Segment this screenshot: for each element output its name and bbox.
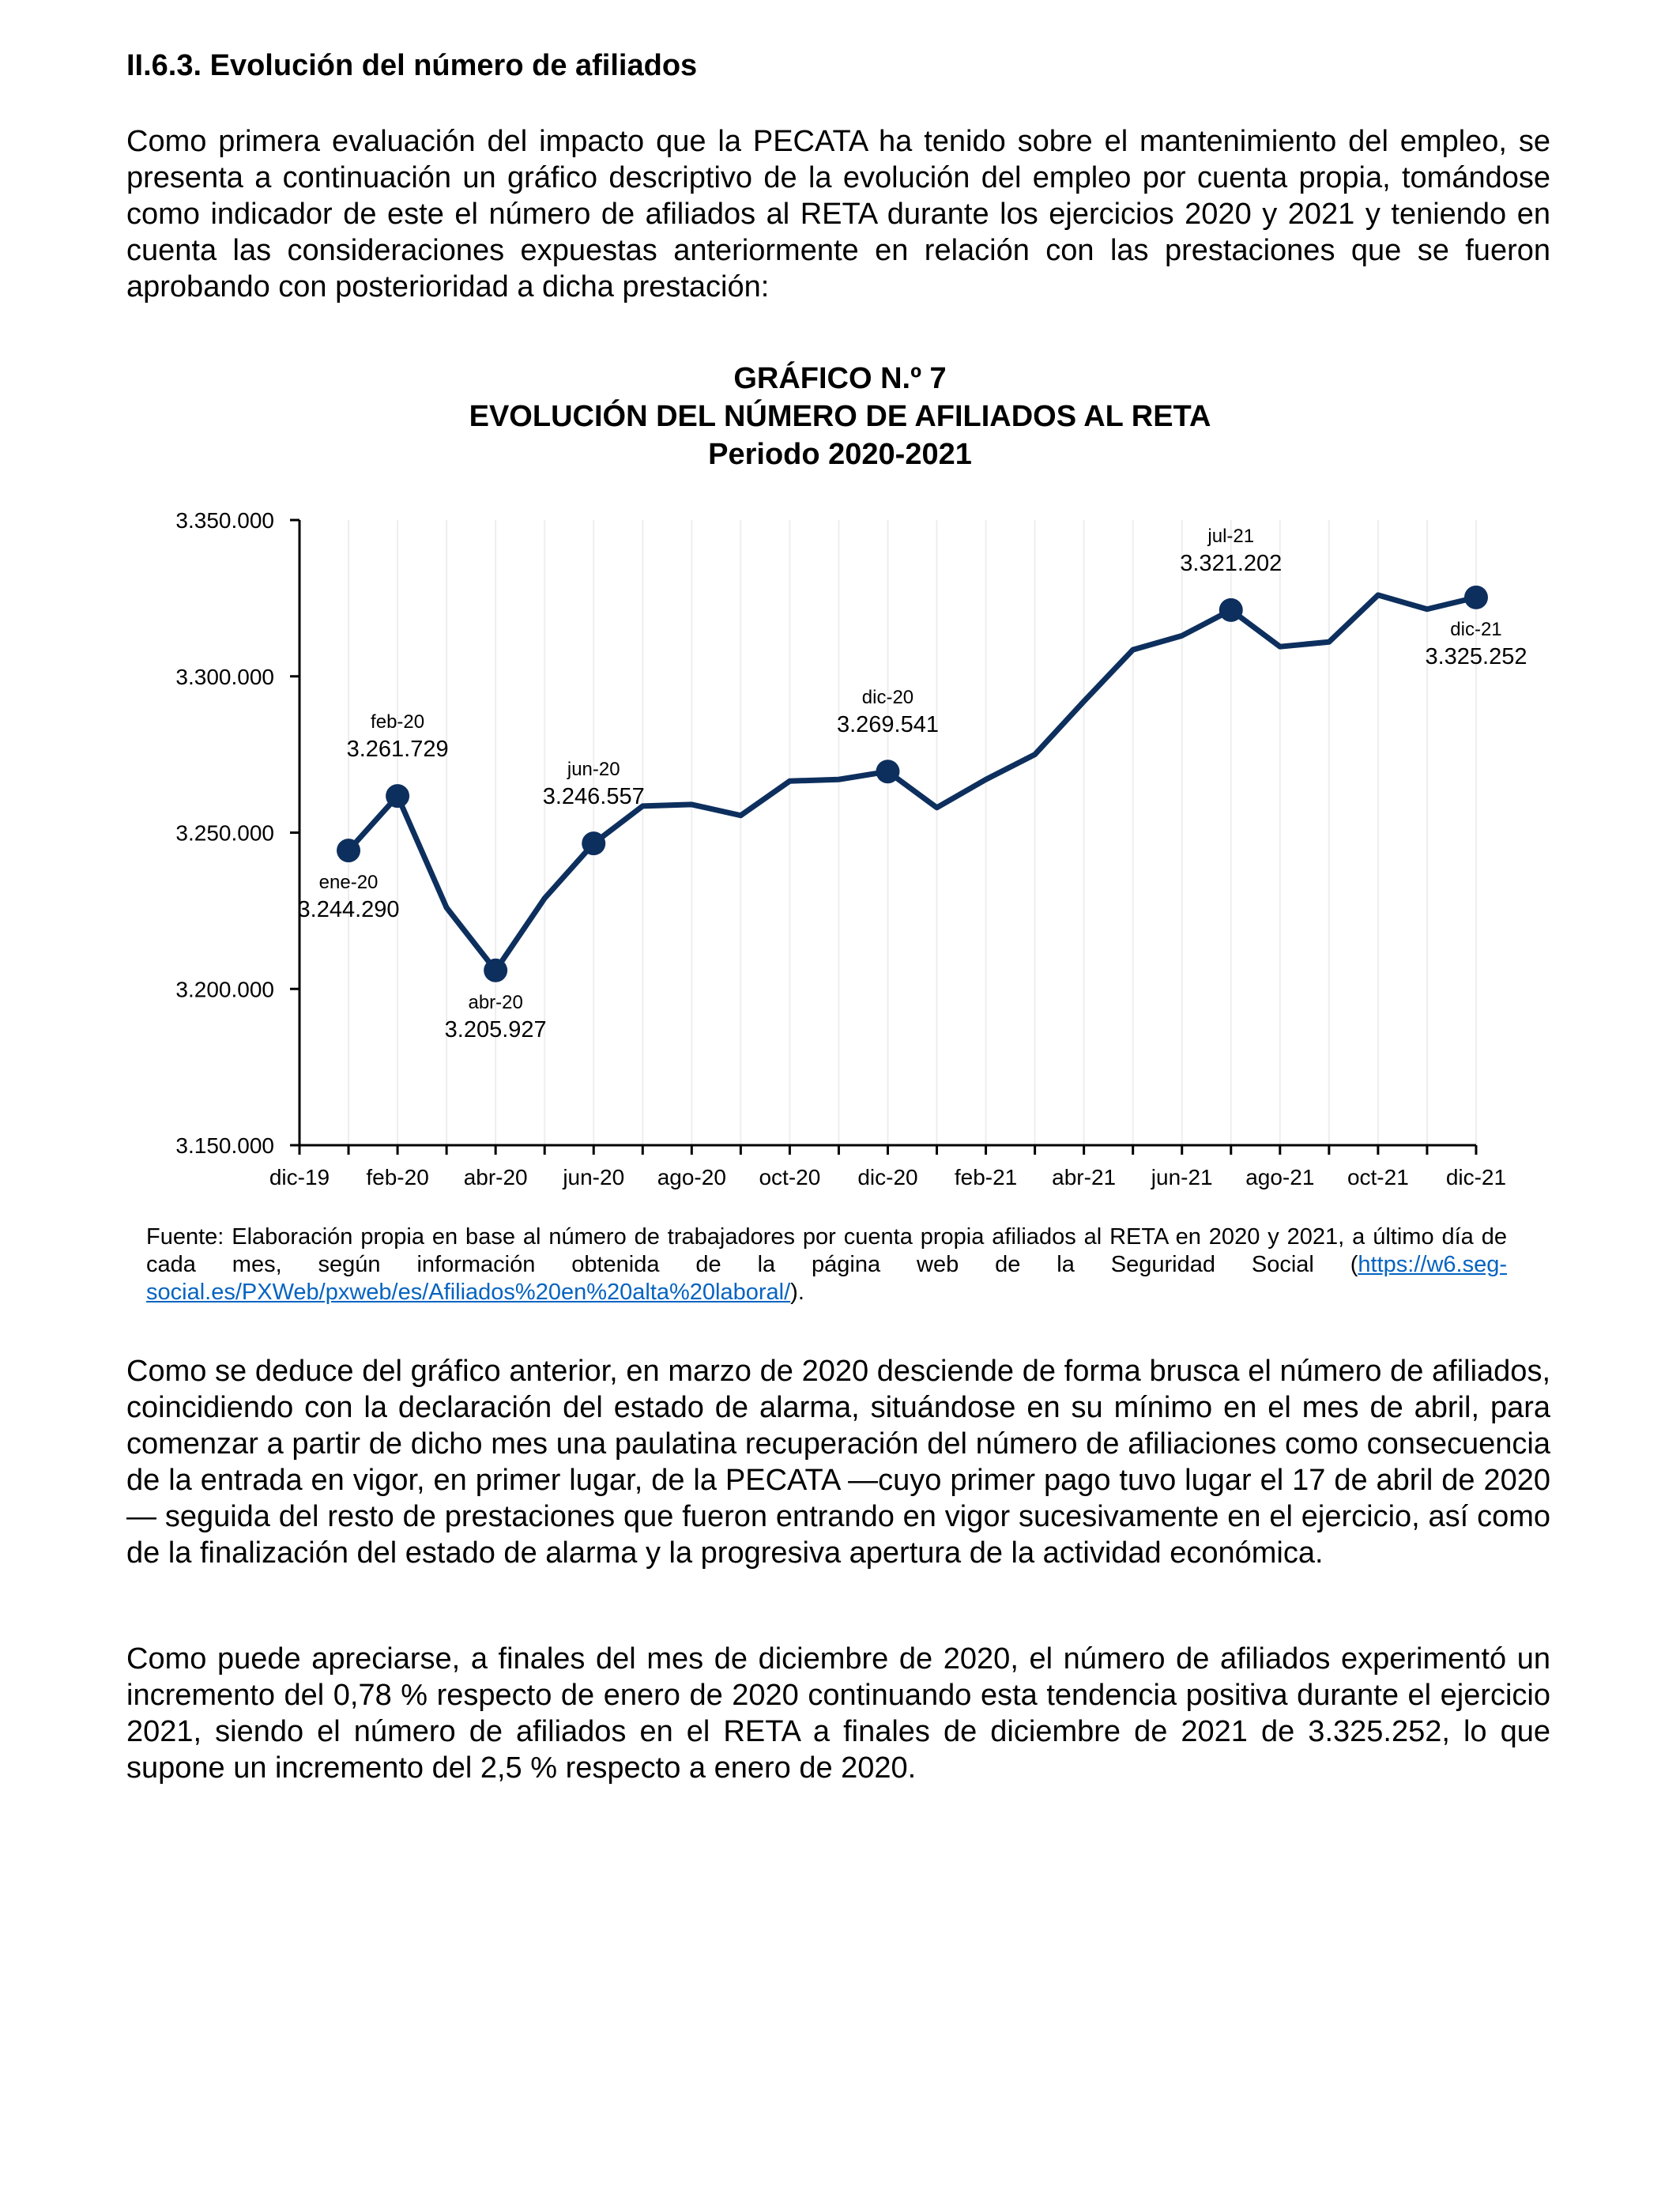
- intro-paragraph: Como primera evaluación del impacto que la PECATA ha tenido sobre el mantenimiento del empleo, se presenta a continuación un gráfico descriptivo de la evolución del empleo por cuenta propia, tomándose como indicador de este el número de afiliados al RETA durante los ejercicios 2020 y 2021 y teniendo en cuenta las consideraciones expuestas anteriormente en relación con las prestaciones que se fueron aprobando con posterioridad a dicha prestación:: [126, 125, 1550, 303]
- data-label-month: ene-20: [318, 872, 379, 894]
- x-tick-label: dic-19: [269, 1165, 330, 1189]
- x-tick-label: dic-21: [1445, 1165, 1507, 1189]
- y-tick-label: 3.150.000: [175, 1133, 274, 1158]
- y-tick-label: 3.250.000: [175, 820, 274, 846]
- data-point-marker: [1219, 598, 1243, 622]
- data-label-value: 3.269.541: [836, 712, 939, 738]
- x-tick-label: feb-20: [366, 1165, 429, 1189]
- section-title: II.6.3. Evolución del número de afiliados: [126, 49, 698, 82]
- analysis-paragraph-2: Como puede apreciarse, a finales del mes de diciembre de 2020, el número de afiliados experimentó un incremento del 0,78 % respecto de enero de 2020 continuando esta tendencia positiva durante el ejercicio 2021, siendo el número de afiliados en el RETA a finales de diciembre de 2021 de 3.325.252, lo que supone un incremento del 2,5 % respecto a enero de 2020.: [126, 1642, 1550, 1785]
- source-end: ).: [790, 1280, 804, 1305]
- chart-period: Periodo 2020-2021: [708, 438, 972, 471]
- x-tick-label: dic-20: [857, 1165, 918, 1189]
- x-tick-label: ago-20: [657, 1165, 726, 1189]
- data-label-month: dic-21: [1450, 618, 1502, 640]
- data-label-month: jul-21: [1207, 525, 1255, 547]
- chart-source: [146, 1223, 1507, 1306]
- y-tick-label: 3.200.000: [175, 977, 274, 1002]
- analysis-paragraph-1: Como se deduce del gráfico anterior, en marzo de 2020 desciende de forma brusca el número de afiliados, coincidiendo con la declaración del estado de alarma, situándose en su mínimo en el mes de abril, para comenzar a partir de dicho mes una paulatina recuperación del número de afiliaciones como consecuencia de la entrada en vigor, en primer lugar, de la PECATA —cuyo primer pago tuvo lugar el 17 de abril de 2020— seguida del resto de prestaciones que fueron entrando en vigor sucesivamente en el ejercicio, así como de la finalización del estado de alarma y la progresiva apertura de la actividad económica.: [126, 1355, 1550, 1570]
- data-label-value: 3.205.927: [444, 1016, 547, 1042]
- x-tick-label: jun-21: [1151, 1165, 1213, 1189]
- data-label-value: 3.325.252: [1425, 643, 1527, 669]
- data-point-marker: [876, 760, 899, 783]
- data-label-value: 3.321.202: [1180, 550, 1283, 576]
- data-point-marker: [484, 959, 507, 982]
- x-tick-label: jun-20: [563, 1165, 625, 1189]
- data-label-month: abr-20: [468, 991, 523, 1013]
- y-tick-label: 3.350.000: [175, 508, 274, 533]
- chart-title: EVOLUCIÓN DEL NÚMERO DE AFILIADOS AL RETA: [469, 400, 1211, 433]
- source-link[interactable]: https://w6.seg-social.es/PXWeb/pxweb/es/Afiliados%20en%20alta%20laboral/: [146, 1252, 1507, 1305]
- data-label-month: jun-20: [567, 759, 620, 781]
- data-label-value: 3.244.290: [297, 897, 400, 923]
- x-tick-label: oct-21: [1347, 1165, 1409, 1189]
- x-tick-label: abr-21: [1052, 1165, 1117, 1189]
- data-point-marker: [337, 839, 360, 862]
- data-point-marker: [1464, 586, 1488, 609]
- data-label-value: 3.261.729: [346, 737, 449, 763]
- line-chart: [0, 474, 1680, 1217]
- x-tick-label: ago-21: [1245, 1165, 1315, 1189]
- source-text: Fuente: Elaboración propia en base al número de trabajadores por cuenta propia afiliados al RETA en 2020 y 2021, a último día de cada mes, según información obtenida de la página web de la Seguridad Social (: [146, 1224, 1507, 1277]
- data-label-value: 3.246.557: [542, 784, 645, 810]
- y-tick-label: 3.300.000: [175, 664, 274, 689]
- x-tick-label: abr-20: [463, 1165, 528, 1189]
- chart-number: GRÁFICO N.º 7: [733, 362, 947, 395]
- data-point-marker: [582, 831, 605, 855]
- x-tick-label: oct-20: [759, 1165, 821, 1189]
- data-label-month: dic-20: [861, 687, 914, 709]
- data-label-month: feb-20: [371, 711, 425, 733]
- x-tick-label: feb-21: [954, 1165, 1018, 1189]
- series-line: [348, 595, 1476, 971]
- data-point-marker: [386, 784, 409, 808]
